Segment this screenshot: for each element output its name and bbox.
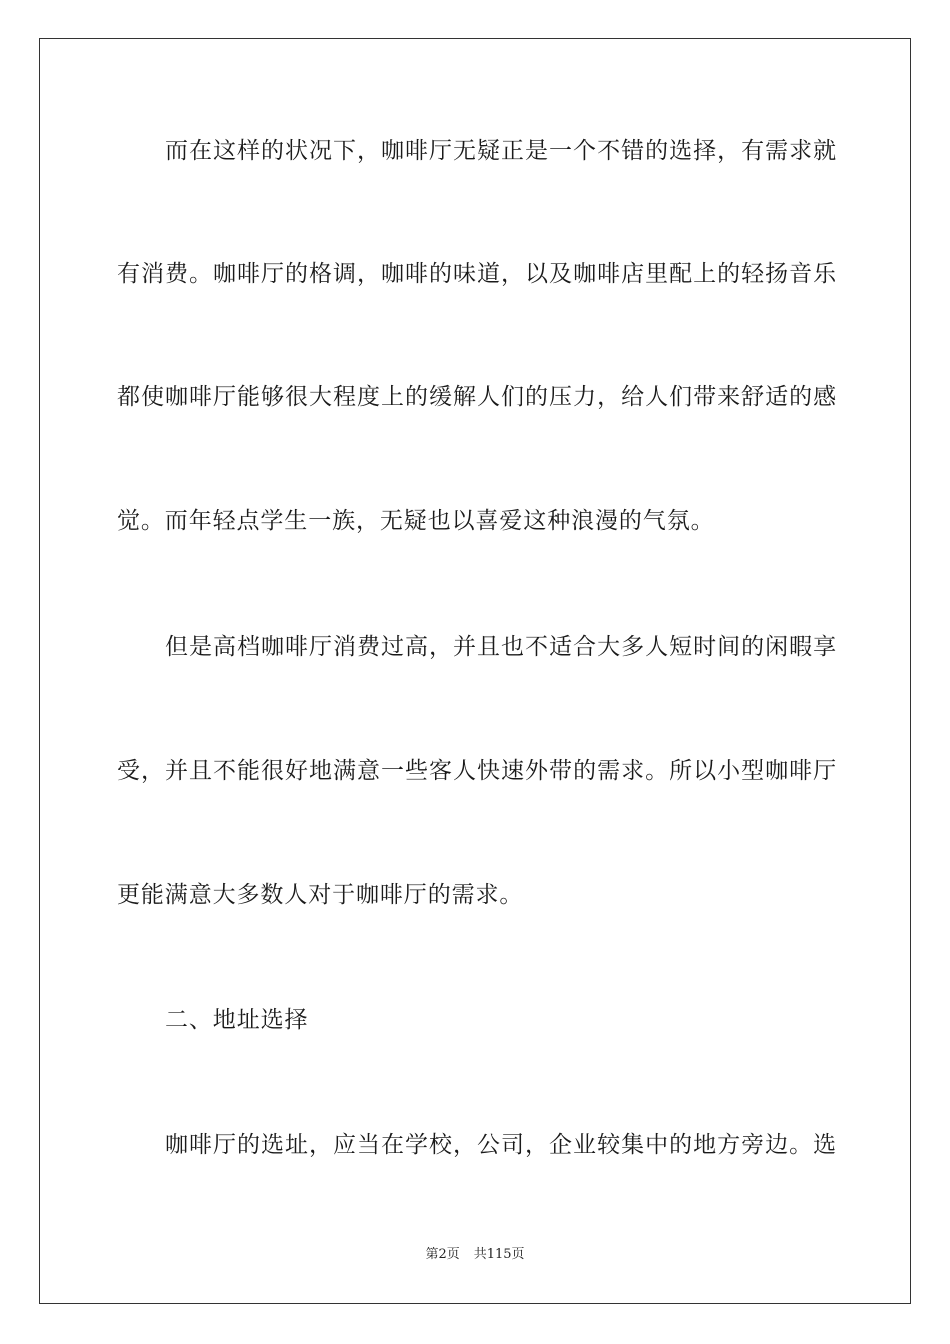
- paragraph-line: 觉。而年轻点学生一族，无疑也以喜爱这种浪漫的气氛。: [117, 508, 715, 534]
- page-number: 第2页: [425, 1247, 460, 1262]
- page-total: 共115页: [473, 1247, 525, 1262]
- section-heading: 二、地址选择: [165, 1007, 309, 1033]
- paragraph-line: 但是高档咖啡厅消费过高，并且也不适合大多人短时间的闲暇享: [165, 634, 837, 660]
- paragraph-line: 受，并且不能很好地满意一些客人快速外带的需求。所以小型咖啡厅: [117, 758, 837, 784]
- paragraph-line: 有消费。咖啡厅的格调，咖啡的味道，以及咖啡店里配上的轻扬音乐: [117, 261, 837, 287]
- paragraph-line: 都使咖啡厅能够很大程度上的缓解人们的压力，给人们带来舒适的感: [117, 384, 837, 410]
- paragraph-line: 更能满意大多数人对于咖啡厅的需求。: [117, 882, 524, 908]
- paragraph-line: 而在这样的状况下，咖啡厅无疑正是一个不错的选择，有需求就: [165, 138, 837, 164]
- page-border: [39, 38, 911, 1304]
- paragraph-line: 咖啡厅的选址，应当在学校，公司，企业较集中的地方旁边。选: [165, 1132, 837, 1158]
- page-footer: [0, 1246, 950, 1264]
